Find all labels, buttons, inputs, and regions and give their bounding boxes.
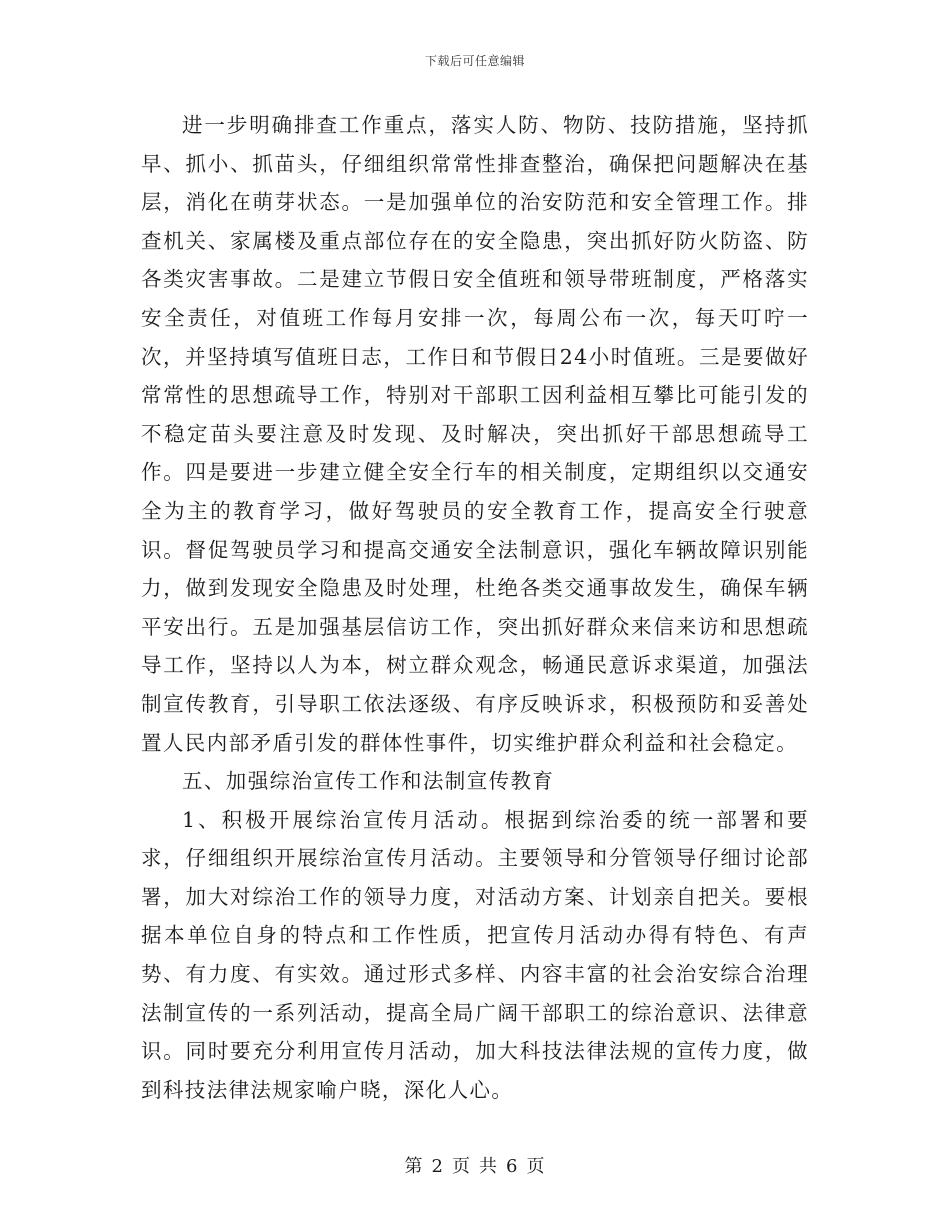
footer-prefix: 第 [404, 1156, 424, 1177]
footer-suffix: 页 [526, 1156, 546, 1177]
footer-total-pages: 6 [506, 1156, 519, 1177]
footer-page-word: 页 [452, 1156, 471, 1177]
body-paragraph-1: 进一步明确排查工作重点，落实人防、物防、技防措施，坚持抓早、抓小、抓苗头，仔细组织常常性排查整治，确保把问题解决在基层，消化在萌芽状态。一是加强单位的治安防范和安全管理工作。排查机关、家属楼及重点部位存在的安全隐患，突出抓好防火防盗、防各类灾害事故。二是建立节假日安全值班和领导带班制度，严格落实安全责任，对值班工作每月安排一次，每周公布一次，每天叮咛一次，并坚持填写值班日志，工作日和节假日24小时值班。三是要做好常常性的思想疏导工作，特别对干部职工因利益相互攀比可能引发的不稳定苗头要注意及时发现、及时解决，突出抓好干部思想疏导工作。四是要进一步建立健全安全行车的相关制度，定期组织以交通安全为主的教育学习，做好驾驶员的安全教育工作，提高安全行驶意识。督促驾驶员学习和提高交通安全法制意识，强化车辆故障识别能力，做到发现安全隐患及时处理，杜绝各类交通事故发生，确保车辆平安出行。五是加强基层信访工作，突出抓好群众来信来访和思想疏导工作，坚持以人为本，树立群众观念，畅通民意诉求渠道，加强法制宣传教育，引导职工依法逐级、有序反映诉求，积极预防和妥善处置人民内部矛盾引发的群体性事件，切实维护群众利益和社会稳定。 [141, 113, 809, 755]
footer-total-word: 共 [479, 1156, 498, 1177]
section-heading: 五、加强综治宣传工作和法制宣传教育 [182, 769, 555, 794]
page-footer [0, 1152, 950, 1178]
document-body [141, 106, 809, 1109]
page-header-note: 下载后可任意编辑 [424, 54, 525, 68]
footer-current-page: 2 [431, 1156, 444, 1177]
body-paragraph-2: 1、积极开展综治宣传月活动。根据到综治委的统一部署和要求，仔细组织开展综治宣传月活动。主要领导和分管领导仔细讨论部署，加大对综治工作的领导力度，对活动方案、计划亲自把关。要根据本单位自身的特点和工作性质，把宣传月活动办得有特色、有声势、有力度、有实效。通过形式多样、内容丰富的社会治安综合治理法制宣传的一系列活动，提高全局广阔干部职工的综治意识、法律意识。同时要充分利用宣传月活动，加大科技法律法规的宣传力度，做到科技法律法规家喻户晓，深化人心。 [141, 807, 809, 1102]
